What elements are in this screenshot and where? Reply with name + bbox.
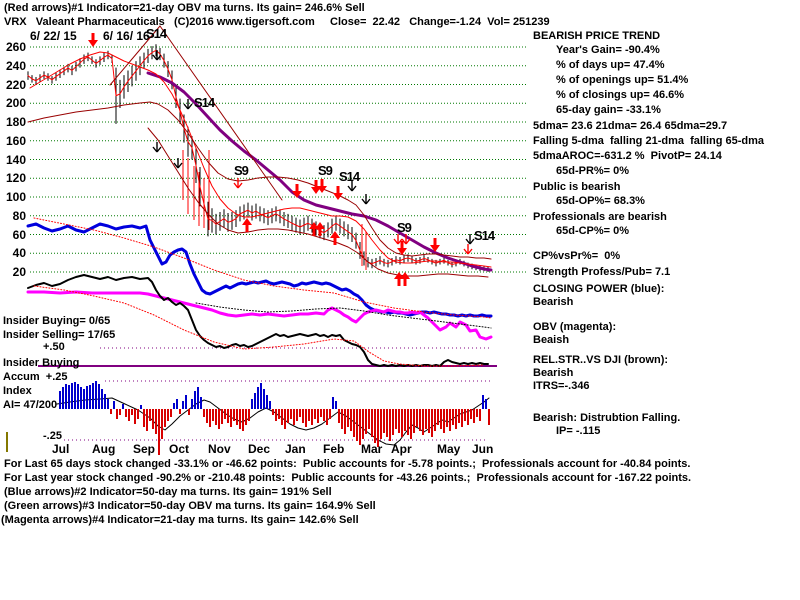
month-label-7: Feb xyxy=(323,442,345,456)
left-label-0: Insider Buying= 0/65 xyxy=(3,315,111,327)
panel-line-16: CLOSING POWER (blue): xyxy=(533,283,665,295)
price-label-9: 80 xyxy=(12,209,26,223)
summary-line-3: (Green arrows)#3 Indicator=50-day OBV ma turns. Its gain= 164.9% Sell xyxy=(4,500,376,512)
month-label-5: Dec xyxy=(248,442,271,456)
panel-line-7: Falling 5-dma falling 21-dma falling 65-dma xyxy=(533,135,765,147)
summary-line-2: (Blue arrows)#2 Indicator=50-day ma turns. Its gain= 191% Sell xyxy=(4,486,332,498)
indicator-1-title: (Red arrows)#1 Indicator=21-day OBV ma turns. Its gain= 246.6% Sell xyxy=(4,2,365,14)
panel-line-23: Bearish: Distrubtion Falling. xyxy=(533,412,681,424)
panel-line-14: CP%vsPr%= 0% xyxy=(533,250,621,262)
signal-label-2: S9 xyxy=(234,163,248,178)
panel-line-9: 65d-PR%= 0% xyxy=(556,165,630,177)
panel-line-2: % of days up= 47.4% xyxy=(556,59,665,71)
month-label-10: May xyxy=(437,442,461,456)
month-label-11: Jun xyxy=(472,442,494,456)
cp-downtrend-dotted-line xyxy=(34,218,491,318)
panel-line-10: Public is bearish xyxy=(533,181,621,193)
sell-arrow-red xyxy=(317,179,327,193)
signal-label-6: S14 xyxy=(474,228,495,243)
trendline-right-line xyxy=(160,26,282,200)
left-label-7: -.25 xyxy=(43,430,62,442)
panel-line-0: BEARISH PRICE TREND xyxy=(533,30,661,42)
summary-line-4: (Magenta arrows)#4 Indicator=21-day ma turns. Its gain= 142.6% Sell xyxy=(1,514,359,526)
sell-arrow-red xyxy=(333,186,343,200)
panel-line-8: 5dmaAROC=-631.2 % PivotP= 24.14 xyxy=(533,150,722,162)
panel-line-4: % of closings up= 46.6% xyxy=(556,89,685,101)
month-label-8: Mar xyxy=(361,442,383,456)
panel-line-20: REL.STR..VS DJI (brown): xyxy=(533,354,669,366)
left-label-5: Index xyxy=(3,385,32,397)
panel-line-21: Bearish xyxy=(533,367,574,379)
panel-line-24: IP= -.115 xyxy=(556,425,601,437)
summary-line-1: For Last year stock changed -90.2% or -210.48 points: Public accounts for -43.26 points.; Professionals account for -167.22 points. xyxy=(4,472,692,484)
date-range-start: 6/ 22/ 15 xyxy=(30,29,77,43)
price-label-10: 60 xyxy=(12,228,26,242)
price-label-3: 200 xyxy=(5,96,26,110)
panel-line-18: OBV (magenta): xyxy=(533,321,617,333)
left-label-6: AI= 47/200 xyxy=(3,399,58,411)
month-label-1: Aug xyxy=(92,442,116,456)
month-label-9: Apr xyxy=(391,442,412,456)
panel-line-11: 65d-OP%= 68.3% xyxy=(556,195,645,207)
price-label-0: 260 xyxy=(5,40,26,54)
left-label-2: +.50 xyxy=(43,341,65,353)
left-label-4: Accum +.25 xyxy=(3,371,68,383)
price-label-4: 180 xyxy=(5,115,26,129)
panel-line-17: Bearish xyxy=(533,296,574,308)
panel-line-13: 65d-CP%= 0% xyxy=(556,225,630,237)
price-label-8: 100 xyxy=(5,190,26,204)
price-label-2: 220 xyxy=(5,78,26,92)
accum-index-line-line xyxy=(57,398,489,445)
buy-arrow-red xyxy=(242,218,252,232)
closing-power-line xyxy=(28,224,491,316)
signal-label-4: S14 xyxy=(339,169,360,184)
month-label-4: Nov xyxy=(208,442,231,456)
month-label-0: Jul xyxy=(52,442,70,456)
panel-line-3: % of openings up= 51.4% xyxy=(556,74,689,86)
price-label-1: 240 xyxy=(5,59,26,73)
buy-arrow-red xyxy=(400,272,410,286)
relstr-upper-band-line xyxy=(28,102,491,259)
panel-line-1: Year's Gain= -90.4% xyxy=(556,44,660,56)
panel-line-5: 65-day gain= -33.1% xyxy=(556,104,661,116)
summary-line-0: For Last 65 days stock changed -33.1% or -46.62 points: Public accounts for -5.78 points.; Professionals account for -40.84 points. xyxy=(4,458,691,470)
left-label-3: Insider Buying xyxy=(3,357,80,369)
panel-line-19: Beaish xyxy=(533,334,570,346)
price-label-11: 40 xyxy=(12,246,26,260)
ticker-title-line: VRX Valeant Pharmaceuticals (C)2016 www.tigersoft.com Close= 22.42 Change=-1.24 Vol= 251239 xyxy=(4,16,550,28)
signal-label-0: S14 xyxy=(146,26,167,41)
signal-label-5: S9 xyxy=(397,220,411,235)
month-label-6: Jan xyxy=(285,442,306,456)
sell-arrow-red xyxy=(88,33,98,47)
signal-label-1: S14 xyxy=(194,95,215,110)
panel-line-22: ITRS=-.346 xyxy=(533,380,590,392)
price-label-5: 160 xyxy=(5,134,26,148)
left-label-1: Insider Selling= 17/65 xyxy=(3,329,116,341)
date-range-end: 6/ 16/ 16 xyxy=(103,29,150,43)
signal-label-3: S9 xyxy=(318,163,332,178)
panel-line-6: 5dma= 23.6 21dma= 26.4 65dma=29.7 xyxy=(533,120,728,132)
panel-line-15: Strength Profess/Pub= 7.1 xyxy=(533,266,671,278)
month-label-3: Oct xyxy=(169,442,190,456)
price-label-12: 20 xyxy=(12,265,26,279)
panel-line-12: Professionals are bearish xyxy=(533,211,667,223)
price-label-7: 120 xyxy=(5,171,26,185)
month-label-2: Sep xyxy=(133,442,156,456)
price-label-6: 140 xyxy=(5,153,26,167)
